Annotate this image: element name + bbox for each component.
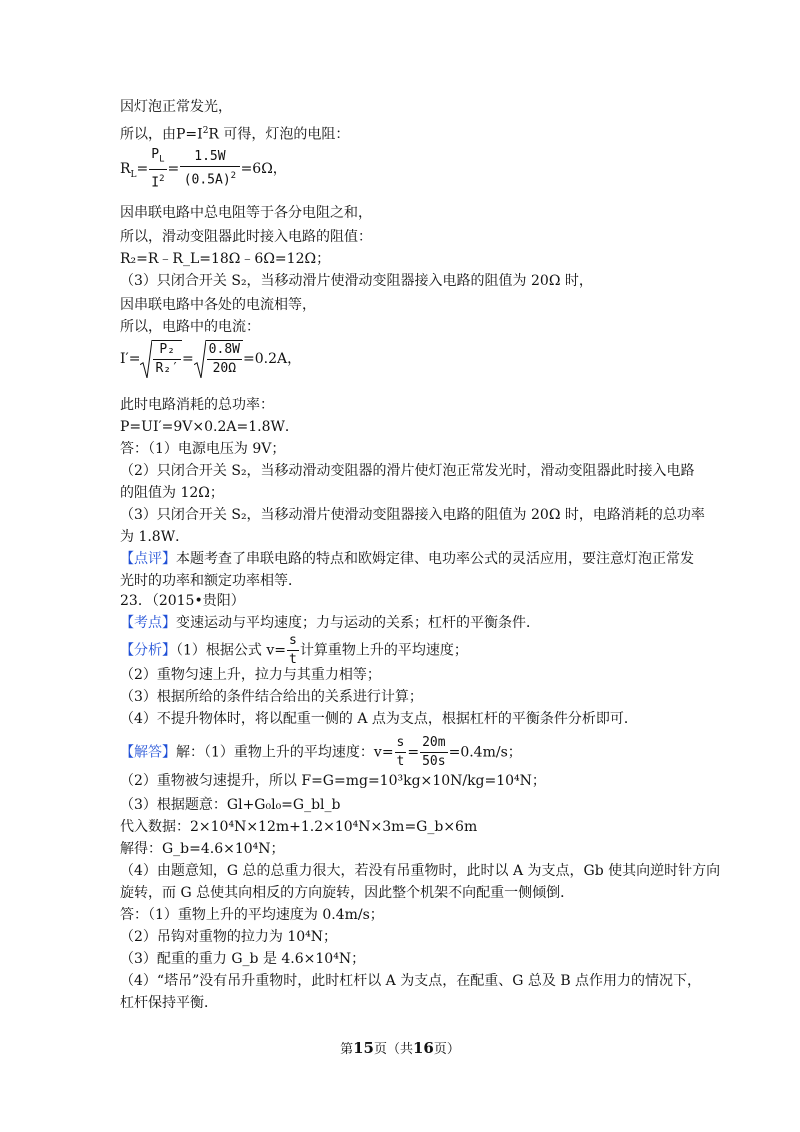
text-line: P=UI′=9V×0.2A=1.8W． [120, 419, 299, 435]
fraction [149, 146, 166, 192]
text-line: 因串联电路中各处的电流相等， [120, 297, 316, 313]
denominator: $(0.5A)^2$ [183, 171, 237, 188]
text-line: 所以，滑动变阻器此时接入电路的阻值： [120, 229, 372, 245]
text-fragment: = [136, 160, 149, 177]
text-line: （4）不提升物体时，将以配重一侧的 A 点为支点，根据杠杆的平衡条件分析即可． [120, 711, 638, 727]
text-line: 旋转，而 G 总使其向相反的方向旋转，因此整个机架不向配重一侧倾倒． [120, 885, 575, 901]
text-line: （4）由题意知，G 总的总重力很大，若没有吊重物时，此时以 A 为支点，Gb 使其向逆时针方向 [120, 863, 721, 879]
text-line: 杠杆保持平衡． [120, 995, 218, 1011]
text-line [120, 122, 349, 144]
denominator: 20Ω [212, 361, 237, 376]
text-line: （3）根据题意：Gl+G₀l₀=G_bl_b [120, 797, 341, 813]
section-tag: 【点评】 [120, 551, 176, 567]
superscript: 2 [202, 126, 209, 136]
numerator: s [395, 734, 407, 753]
text-fragment: =6Ω， [240, 160, 287, 177]
text-fragment: R 可得，灯泡的电阻： [208, 126, 350, 143]
text-line: 光时的功率和额定功率相等． [120, 573, 302, 589]
numerator: $P_L$ [149, 146, 166, 170]
fraction [180, 148, 239, 189]
text-fragment: I′= [120, 351, 141, 367]
fraction [207, 341, 242, 378]
footer-text: 第 [340, 1042, 354, 1057]
text-line: 因串联电路中总电阻等于各分电阻之和， [120, 205, 372, 221]
text-fragment: 本题考查了串联电路的特点和欧姆定律、电功率公式的灵活应用，要注意灯泡正常发 [176, 551, 694, 567]
text-fragment: =0.2A， [242, 351, 302, 367]
text-line: 的阻值为 12Ω； [120, 485, 224, 501]
numerator: s [287, 632, 299, 651]
text-fragment: R [120, 160, 131, 177]
fraction [153, 341, 180, 378]
text-line: （3）根据所给的条件结合给出的关系进行计算； [120, 689, 423, 705]
fraction [420, 734, 447, 771]
text-line: （3）配重的重力 G_b 是 4.6×10⁴N； [120, 951, 366, 967]
section-tag: 【分析】 [120, 642, 176, 659]
text-line: 此时电路消耗的总功率： [120, 397, 274, 413]
text-line: （3）只闭合开关 S₂，当移动滑片使滑动变阻器接入电路的阻值为 20Ω 时， [120, 273, 593, 289]
section-tag: 【解答】 [120, 744, 176, 761]
formula-line [120, 632, 468, 669]
text-fragment: 所以，由P=I [120, 126, 203, 143]
formula-line [120, 146, 287, 192]
question-heading: 23．（2015•贵阳） [120, 593, 245, 609]
formula-line: 【解答】解：（1）重物上升的平均速度：v= $\frac{s}{t}$ = $\frac{20m}{50s}$ =0.4m/s； [120, 735, 522, 769]
fraction [395, 734, 407, 771]
text-line: （4）“塔吊”没有吊升重物时，此时杠杆以 A 为支点，在配重、G 总及 B 点作用力的情况下， [120, 973, 702, 989]
square-root [194, 340, 243, 378]
text-line: 为 1.8W． [120, 529, 190, 545]
numerator: 20m [420, 734, 447, 753]
text-line: （3）只闭合开关 S₂，当移动滑片使滑动变阻器接入电路的阻值为 20Ω 时，电路消耗的总功率 [120, 507, 705, 523]
text-fragment: 变速运动与平均速度；力与运动的关系；杠杆的平衡条件． [176, 615, 540, 631]
text-line: 代入数据：2×10⁴N×12m+1.2×10⁴N×3m=G_b×6m [120, 819, 478, 835]
numerator: 0.8W [207, 341, 242, 360]
numerator: P₂ [153, 341, 180, 360]
text-line: 答：（1）重物上升的平均速度为 0.4m/s； [120, 907, 384, 923]
footer-text: 页） [433, 1042, 460, 1057]
text-line: （2）重物被匀速提升，所以 F=G=mg=10³kg×10N/kg=10⁴N； [120, 773, 546, 789]
text-line: （2）重物匀速上升，拉力与其重力相等； [120, 667, 381, 683]
text-line: （2）只闭合开关 S₂，当移动滑动变阻器的滑片使灯泡正常发光时，滑动变阻器此时接入电路 [120, 463, 695, 479]
text-fragment: = [167, 160, 180, 177]
square-root [140, 340, 181, 378]
denominator: t [289, 652, 297, 667]
total-pages: 16 [413, 1039, 434, 1057]
subscript: L [130, 169, 137, 180]
radical-sign-icon [194, 340, 206, 378]
text-line [120, 550, 694, 568]
numerator: 1.5W [180, 148, 239, 167]
text-line: 所以，电路中的电流： [120, 319, 260, 335]
page-footer [0, 1038, 800, 1057]
denominator: R₂′ [155, 361, 179, 376]
fraction [287, 632, 299, 669]
text-line [120, 614, 540, 632]
text-line: （2）吊钩对重物的拉力为 10⁴N； [120, 929, 338, 945]
denominator: t [396, 754, 405, 769]
text-line: 答：（1）电源电压为 9V； [120, 441, 286, 457]
page-number: 15 [353, 1039, 374, 1057]
footer-text: 页（共 [373, 1042, 413, 1057]
denominator: $I^2$ [151, 173, 165, 190]
text-line: R₂=R﹣R_L=18Ω﹣6Ω=12Ω； [120, 251, 331, 267]
text-line: 因灯泡正常发光， [120, 99, 232, 115]
section-tag: 【考点】 [120, 615, 176, 631]
text-fragment: 解：（1）重物上升的平均速度：v= [176, 744, 394, 761]
text-line: 解得：G_b=4.6×10⁴N； [120, 841, 285, 857]
radical-sign-icon [140, 340, 152, 378]
denominator: 50s [422, 754, 446, 769]
text-fragment: 计算重物上升的平均速度； [299, 642, 468, 659]
text-fragment: （1）根据公式 v= [176, 642, 286, 659]
formula-line: I′= $\frac{\text{P₂}}{\text{R₂′}}$ = $\frac{0.8W}{20\Omega}$ =0.2A， [120, 342, 302, 376]
text-fragment: =0.4m/s； [448, 744, 522, 761]
